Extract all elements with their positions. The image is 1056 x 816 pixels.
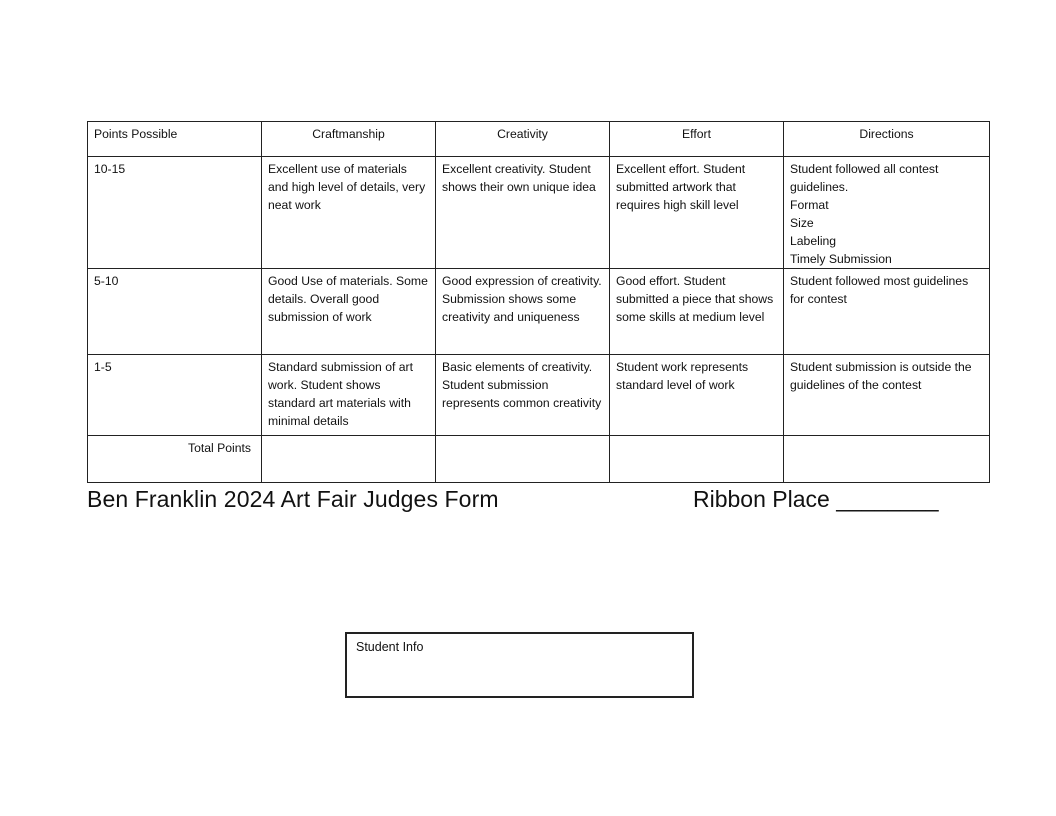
directions-item: Format [790, 198, 829, 212]
rubric-row-5-10 [88, 269, 990, 355]
rubric-row-1-5 [88, 355, 990, 436]
directions-item: Labeling [790, 234, 837, 248]
directions-item: Size [790, 216, 814, 230]
creativity-cell: Good expression of creativity. Submission shows some creativity and uniqueness [436, 269, 610, 355]
creativity-cell: Basic elements of creativity. Student submission represents common creativity [436, 355, 610, 436]
total-directions-field[interactable] [784, 436, 990, 483]
total-effort-field[interactable] [610, 436, 784, 483]
form-title: Ben Franklin 2024 Art Fair Judges Form [87, 486, 499, 512]
rubric-header-row [88, 122, 990, 157]
header-craftmanship: Craftmanship [262, 122, 436, 157]
ribbon-place-field[interactable]: Ribbon Place ________ [693, 486, 939, 512]
header-directions: Directions [784, 122, 990, 157]
points-cell: 5-10 [88, 269, 262, 355]
rubric-row-10-15 [88, 157, 990, 269]
total-craftmanship-field[interactable] [262, 436, 436, 483]
total-creativity-field[interactable] [436, 436, 610, 483]
directions-text: Student followed all contest guidelines. [790, 162, 939, 194]
directions-cell: Student followed most guidelines for contest [784, 269, 990, 355]
judging-rubric-table [87, 121, 990, 483]
effort-cell: Good effort. Student submitted a piece that shows some skills at medium level [610, 269, 784, 355]
header-creativity: Creativity [436, 122, 610, 157]
directions-item: Timely Submission [790, 252, 892, 266]
creativity-cell: Excellent creativity. Student shows their own unique idea [436, 157, 610, 269]
total-points-row [88, 436, 990, 483]
header-effort: Effort [610, 122, 784, 157]
points-cell: 1-5 [88, 355, 262, 436]
total-points-label: Total Points [88, 436, 262, 483]
craftmanship-cell: Excellent use of materials and high level of details, very neat work [262, 157, 436, 269]
directions-cell [784, 157, 990, 269]
craftmanship-cell: Standard submission of art work. Student shows standard art materials with minimal details [262, 355, 436, 436]
effort-cell: Student work represents standard level of work [610, 355, 784, 436]
student-info-box[interactable] [345, 632, 694, 698]
student-info-label: Student Info [356, 640, 424, 654]
points-cell: 10-15 [88, 157, 262, 269]
header-points-possible: Points Possible [88, 122, 262, 157]
directions-cell: Student submission is outside the guidelines of the contest [784, 355, 990, 436]
craftmanship-cell: Good Use of materials. Some details. Overall good submission of work [262, 269, 436, 355]
effort-cell: Excellent effort. Student submitted artwork that requires high skill level [610, 157, 784, 269]
